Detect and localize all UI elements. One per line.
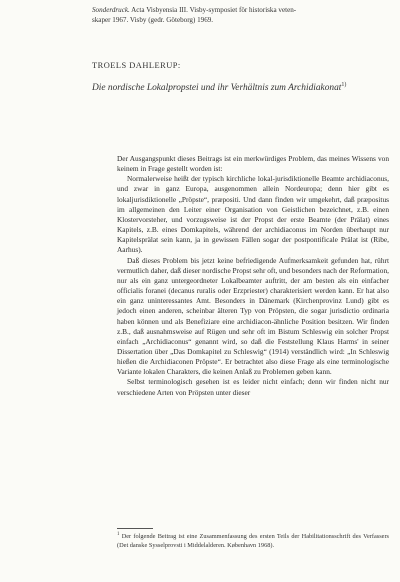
title-footnote-mark: 1) [341,82,347,88]
paragraph-1: Der Ausgangspunkt dieses Beitrags ist ein merkwürdiges Problem, das meines Wissens von keinem in Frage gestellt worden ist: [117,154,389,174]
offprint-label: Sonderdruck. [92,6,130,14]
article-body [117,154,389,398]
footnote-text: Der folgende Beitrag ist eine Zusammenfassung des ersten Teils der Habilitationsschrift des Verfassers (Det danske Sysselprovsti i Middelalderen. København 1968). [117,533,389,549]
paragraph-3: Daß dieses Problem bis jetzt keine befriedigende Aufmerksamkeit gefunden hat, rührt vermutlich daher, daß dieser nordische Propst sehr oft, und besonders nach der Reformation, nur als ein ganz untergeordneter Lokalbeamter auftritt, der am besten als ein einfacher officialis foranei (decanus ruralis oder Erzpriester) charakterisiert werden kann. Er hat also ein ganz uninteressantes Amt. Besonders in Dänemark (Kirchenprovinz Lund) gibt es jedoch einen anderen, scheinbar älteren Typ von Pröpsten, die sogar jurisdictio ordinaria haben können und als Benefiziare eine archidiacon-ähnliche Position besitzen. Wir finden z.B., daß ausnahmsweise auf Rügen und sehr oft im Bistum Schleswig ein solcher Propst einfach „Archidiaconus“ genannt wird, so daß die Feststellung Klaus Harms' in seiner Dissertation über „Das Domkapitel zu Schleswig“ (1914) verständlich wird: „In Schleswig hießen die Archidiaconen Pröpste“. Er betrachtet also diese Frage als eine terminologische Variante lokalen Charakters, die keinen Anlaß zu Problemen geben kann. [117,255,389,377]
article-title-text: Die nordische Lokalpropstei und ihr Verhältnis zum Archidiakonat [92,83,342,94]
article-title [92,80,352,94]
footnote [117,531,389,550]
publication-info-line1: Acta Visbyensia III. Visby-symposiet för historiska veten- [131,6,297,14]
author-name: TROELS DAHLERUP: [92,61,181,70]
footnote-mark: 1 [117,532,120,537]
paragraph-2: Normalerweise heißt der typisch kirchliche lokal-jurisdiktionelle Beamte archidiaconus, und zwar in ganz Europa, ausgenommen allein Nordeuropa; denn hier gibt es lokaljurisdiktionelle „Pröpste“, præpositi. Und dann finden wir umgekehrt, daß præpositus im allgemeinen den Leiter einer Organisation von Geistlichen bezeichnet, z.B. einen Klostervorsteher, und vorzugsweise ist der Propst der erste Beamte (der Prälat) eines Kapitels, z.B. eines Domkapitels, während der archidiaconus im Norden überhaupt nur Kapitelsprälat sein kann, ja in gewissen Fällen sogar der postpontificale Prälat ist (Ribe, Aarhus). [117,174,389,255]
footnote-divider [117,528,153,529]
offprint-header [92,6,382,25]
paragraph-4: Selbst terminologisch gesehen ist es leider nicht einfach; denn wir finden nicht nur verschiedene Arten von Pröpsten unter dieser [117,377,389,397]
publication-info-line2: skaper 1967. Visby (gedr. Göteborg) 1969. [92,15,214,24]
